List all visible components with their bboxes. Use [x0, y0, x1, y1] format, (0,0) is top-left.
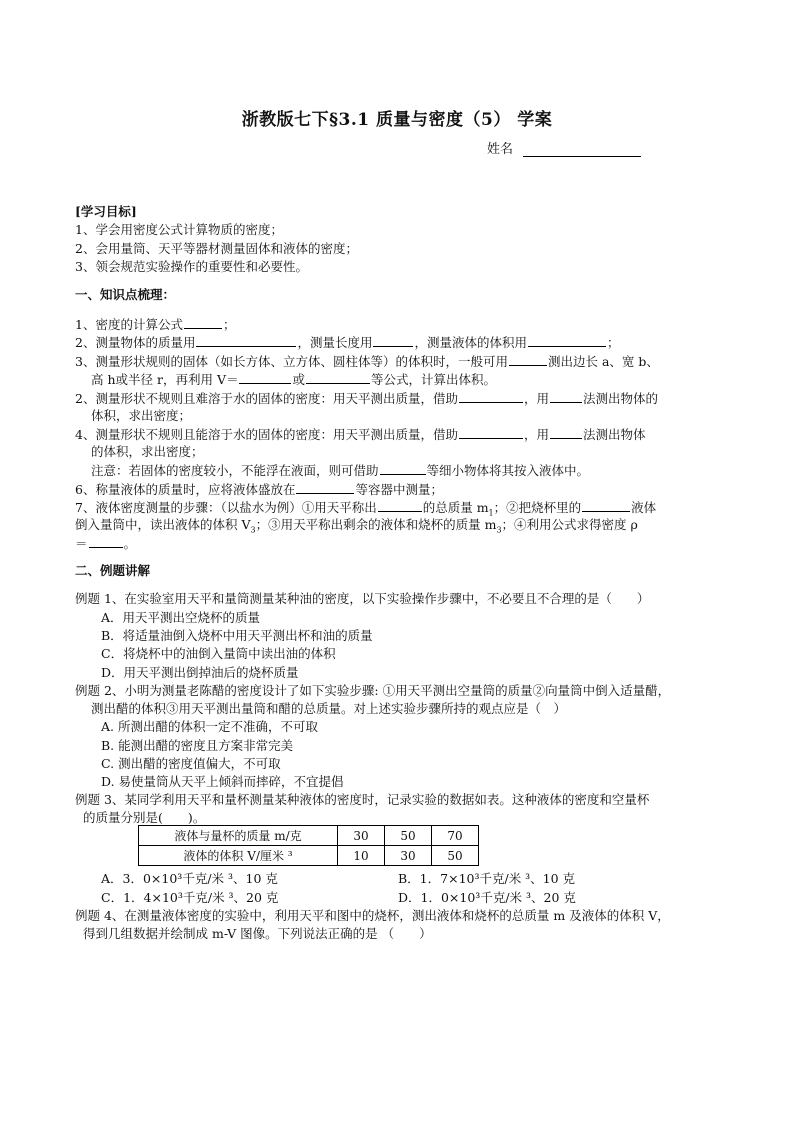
answer-blank[interactable] [459, 389, 523, 403]
example-4-question: 例题 4、在测量液体密度的实验中，利用天平和图中的烧杯，测出液体和烧杯的总质量 m 及液体的体积 V， [75, 908, 670, 923]
table-cell: 30 [385, 846, 432, 866]
answer-blank[interactable] [373, 333, 413, 347]
example-2-option[interactable]: D. 易使量筒从天平上倾斜而摔碎，不宜提倡 [101, 774, 344, 789]
example-1-question: 例题 1、在实验室用天平和量筒测量某种油的密度，以下实验操作步骤中，不必要且不合理的是（ ） [75, 591, 650, 606]
section1-heading: 一、知识点梳理： [75, 287, 176, 302]
knowledge-item-4-cont: 体积，求出密度； [91, 408, 192, 423]
example-3-option[interactable]: C．1．4×10³千克/米 ³、20 克 [101, 890, 279, 905]
knowledge-item-3-cont: 高 h或半径 r，再利用 V＝ 或 等公式，计算出体积。 [91, 372, 497, 387]
knowledge-item-7-end: ＝ 。 [75, 536, 137, 551]
table-cell: 50 [385, 826, 432, 846]
knowledge-item-5-cont: 的体积，求出密度； [91, 444, 204, 459]
example-1-option[interactable]: D．用天平测出倒掉油后的烧杯质量 [101, 665, 299, 680]
page-title: 浙教版七下§3.1 质量与密度（5） 学案 [241, 110, 553, 130]
answer-blank[interactable] [89, 534, 123, 548]
section2-heading: 二、例题讲解 [75, 563, 151, 578]
table-cell: 50 [432, 846, 479, 866]
table-cell: 10 [338, 846, 385, 866]
example-3-option[interactable]: D．1．0×10³千克/米 ³、20 克 [398, 890, 576, 905]
example-2-option[interactable]: A. 所测出醋的体积一定不准确，不可取 [101, 719, 318, 734]
example-1-option[interactable]: B．将适量油倒入烧杯中用天平测出杯和油的质量 [101, 628, 373, 643]
goal-item: 2、会用量筒、天平等器材测量固体和液体的密度； [75, 241, 358, 256]
name-blank[interactable] [523, 142, 641, 157]
example-2-option[interactable]: B. 能测出醋的密度且方案非常完美 [101, 738, 294, 753]
table-row [139, 846, 479, 866]
answer-blank[interactable] [528, 333, 606, 347]
example-4-question-cont: 得到几组数据并绘制成 m-V 图像。下列说法正确的是 （ ） [83, 926, 432, 941]
knowledge-note: 注意：若固体的密度较小，不能浮在液面，则可借助 等细小物体将其按入液体中。 [91, 463, 590, 478]
answer-blank[interactable] [184, 315, 222, 329]
table-row [139, 826, 479, 846]
answer-blank[interactable] [550, 389, 582, 403]
knowledge-item-5: 4、测量形状不规则且能溶于水的固体的密度：用天平测出质量，借助 ，用 法测出物体 [75, 427, 646, 442]
knowledge-item-6: 6、称量液体的质量时，应将液体盛放在 等容器中测量； [75, 482, 443, 497]
answer-blank[interactable] [582, 498, 630, 512]
knowledge-item-2: 2、测量物体的质量用 ，测量长度用 ，测量液体的体积用 ； [75, 335, 620, 350]
example-2-question-cont: 测出醋的体积③用天平测出量筒和醋的总质量。对上述实验步骤所持的观点应是（ ） [91, 701, 567, 716]
example-3-question-cont: 的质量分别是( )。 [83, 810, 206, 825]
knowledge-item-3: 3、测量形状规则的固体（如长方体、立方体、圆柱体等）的体积时，一般可用 测出边长 a、宽 b、 [75, 354, 659, 369]
example-3-question: 例题 3、某同学利用天平和量杯测量某种液体的密度时，记录实验的数据如表。这种液体的密度和空量杯 [75, 792, 650, 807]
goal-item: 1、学会用密度公式计算物质的密度； [75, 222, 283, 237]
table-cell: 30 [338, 826, 385, 846]
answer-blank[interactable] [306, 370, 370, 384]
answer-blank[interactable] [550, 425, 582, 439]
knowledge-item-1: 1、密度的计算公式 ； [75, 317, 236, 332]
knowledge-item-7-cont: 倒入量筒中，读出液体的体积 $V_3$；③用天平称出剩余的液体和烧杯的质量 $m_3$；④利用公式求得密度 ρ [75, 517, 638, 535]
table-cell: 70 [432, 826, 479, 846]
answer-blank[interactable] [380, 461, 426, 475]
answer-blank[interactable] [296, 480, 354, 494]
knowledge-item-4: 2、测量形状不规则且难溶于水的固体的密度：用天平测出质量，借助 ，用 法测出物体的 [75, 391, 658, 406]
goals-heading: [学习目标] [75, 204, 137, 219]
answer-blank[interactable] [509, 352, 547, 366]
table-cell: 液体与量杯的质量 m/克 [139, 826, 338, 846]
data-table [138, 825, 479, 866]
table-cell: 液体的体积 V/厘米 ³ [139, 846, 338, 866]
answer-blank[interactable] [378, 498, 422, 512]
answer-blank[interactable] [459, 425, 523, 439]
knowledge-item-7: 7、液体密度测量的步骤：（以盐水为例）①用天平称出 的总质量 $m_1$；②把烧杯里的 液体 [75, 500, 657, 518]
example-2-option[interactable]: C. 测出醋的密度值偏大，不可取 [101, 756, 281, 771]
example-3-option[interactable]: B．1．7×10³千克/米 ³、10 克 [398, 871, 576, 886]
goal-item: 3、领会规范实验操作的重要性和必要性。 [75, 259, 308, 274]
answer-blank[interactable] [239, 370, 291, 384]
example-1-option[interactable]: C．将烧杯中的油倒入量筒中读出油的体积 [101, 646, 336, 661]
example-3-option[interactable]: A．3．0×10³千克/米 ³、10 克 [101, 871, 278, 886]
answer-blank[interactable] [196, 333, 296, 347]
example-2-question: 例题 2、小明为测量老陈醋的密度设计了如下实验步骤: ①用天平测出空量筒的质量②向量筒中倒入适量醋， [75, 683, 671, 698]
name-field [487, 138, 641, 157]
example-1-option[interactable]: A．用天平测出空烧杯的质量 [101, 610, 261, 625]
name-label: 姓名 [487, 142, 514, 157]
